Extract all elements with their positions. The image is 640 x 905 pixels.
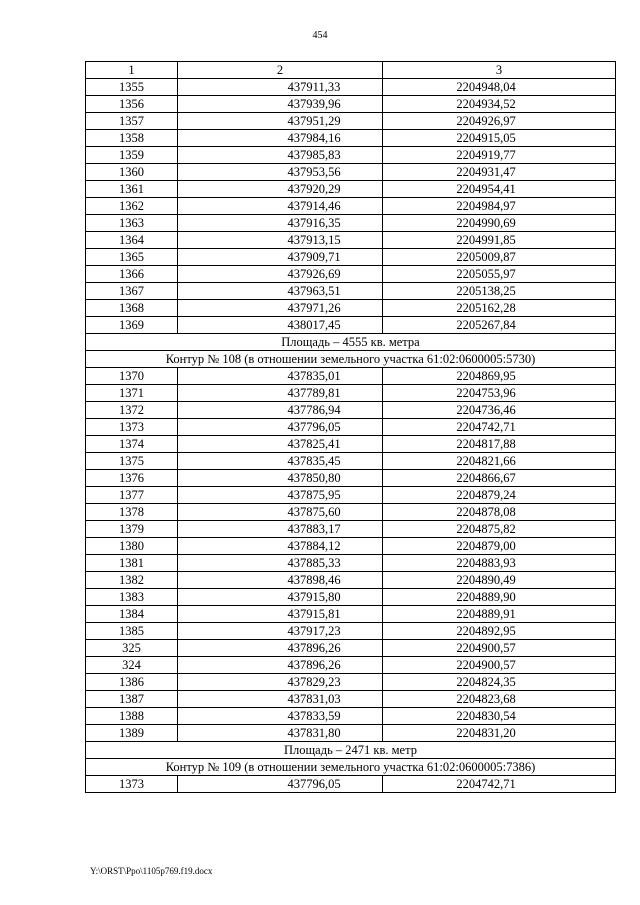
x-coordinate-cell: 437829,23	[178, 674, 383, 691]
point-number-cell: 1372	[86, 402, 178, 419]
file-path-footer: Y:\ORST\Ppo\1105p769.f19.docx	[90, 866, 213, 876]
point-number-cell: 1367	[86, 283, 178, 300]
x-coordinate-cell: 437896,26	[178, 657, 383, 674]
point-number-cell: 1381	[86, 555, 178, 572]
point-number-cell: 1371	[86, 385, 178, 402]
header-cell-y: 3	[383, 62, 616, 79]
point-number-cell: 324	[86, 657, 178, 674]
x-coordinate-cell: 437835,01	[178, 368, 383, 385]
point-number-cell: 1356	[86, 96, 178, 113]
y-coordinate-cell: 2204869,95	[383, 368, 616, 385]
table-row	[86, 555, 616, 572]
y-coordinate-cell: 2204742,71	[383, 419, 616, 436]
point-number-cell: 1376	[86, 470, 178, 487]
table-row	[86, 589, 616, 606]
y-coordinate-cell: 2204931,47	[383, 164, 616, 181]
contour-heading-row	[86, 759, 616, 776]
y-coordinate-cell: 2204824,35	[383, 674, 616, 691]
point-number-cell: 1365	[86, 249, 178, 266]
contour-heading-row-cell: Контур № 109 (в отношении земельного участка 61:02:0600005:7386)	[86, 759, 616, 776]
table-row	[86, 368, 616, 385]
point-number-cell: 1385	[86, 623, 178, 640]
table-row	[86, 606, 616, 623]
area-row	[86, 742, 616, 759]
y-coordinate-cell: 2204830,54	[383, 708, 616, 725]
point-number-cell: 1373	[86, 419, 178, 436]
x-coordinate-cell: 437926,69	[178, 266, 383, 283]
y-coordinate-cell: 2204934,52	[383, 96, 616, 113]
y-coordinate-cell: 2204742,71	[383, 776, 616, 793]
table-row	[86, 504, 616, 521]
x-coordinate-cell: 438017,45	[178, 317, 383, 334]
table-row	[86, 266, 616, 283]
table-row	[86, 487, 616, 504]
point-number-cell: 1378	[86, 504, 178, 521]
table-row	[86, 249, 616, 266]
y-coordinate-cell: 2205267,84	[383, 317, 616, 334]
y-coordinate-cell: 2204892,95	[383, 623, 616, 640]
point-number-cell: 1364	[86, 232, 178, 249]
page-number: 454	[312, 30, 328, 41]
y-coordinate-cell: 2204954,41	[383, 181, 616, 198]
y-coordinate-cell: 2205009,87	[383, 249, 616, 266]
y-coordinate-cell: 2205055,97	[383, 266, 616, 283]
point-number-cell: 1379	[86, 521, 178, 538]
table-row	[86, 113, 616, 130]
y-coordinate-cell: 2204875,82	[383, 521, 616, 538]
table-row	[86, 572, 616, 589]
table-row	[86, 725, 616, 742]
point-number-cell: 1380	[86, 538, 178, 555]
point-number-cell: 1389	[86, 725, 178, 742]
table-row	[86, 708, 616, 725]
x-coordinate-cell: 437963,51	[178, 283, 383, 300]
point-number-cell: 325	[86, 640, 178, 657]
y-coordinate-cell: 2204821,66	[383, 453, 616, 470]
x-coordinate-cell: 437915,80	[178, 589, 383, 606]
y-coordinate-cell: 2204991,85	[383, 232, 616, 249]
area-row	[86, 334, 616, 351]
table-row	[86, 232, 616, 249]
y-coordinate-cell: 2204926,97	[383, 113, 616, 130]
x-coordinate-cell: 437939,96	[178, 96, 383, 113]
table-row	[86, 317, 616, 334]
y-coordinate-cell: 2204736,46	[383, 402, 616, 419]
point-number-cell: 1382	[86, 572, 178, 589]
y-coordinate-cell: 2204831,20	[383, 725, 616, 742]
table-row	[86, 674, 616, 691]
x-coordinate-cell: 437796,05	[178, 419, 383, 436]
table-row	[86, 181, 616, 198]
table-row	[86, 419, 616, 436]
x-coordinate-cell: 437789,81	[178, 385, 383, 402]
y-coordinate-cell: 2204878,08	[383, 504, 616, 521]
table-row	[86, 623, 616, 640]
y-coordinate-cell: 2204879,24	[383, 487, 616, 504]
x-coordinate-cell: 437884,12	[178, 538, 383, 555]
header-cell-point: 1	[86, 62, 178, 79]
x-coordinate-cell: 437916,35	[178, 215, 383, 232]
x-coordinate-cell: 437850,80	[178, 470, 383, 487]
point-number-cell: 1366	[86, 266, 178, 283]
y-coordinate-cell: 2204900,57	[383, 640, 616, 657]
y-coordinate-cell: 2204753,96	[383, 385, 616, 402]
point-number-cell: 1388	[86, 708, 178, 725]
x-coordinate-cell: 437835,45	[178, 453, 383, 470]
x-coordinate-cell: 437825,41	[178, 436, 383, 453]
y-coordinate-cell: 2205162,28	[383, 300, 616, 317]
x-coordinate-cell: 437920,29	[178, 181, 383, 198]
header-row	[86, 62, 616, 79]
table-row	[86, 96, 616, 113]
point-number-cell: 1369	[86, 317, 178, 334]
y-coordinate-cell: 2205138,25	[383, 283, 616, 300]
x-coordinate-cell: 437786,94	[178, 402, 383, 419]
point-number-cell: 1360	[86, 164, 178, 181]
table-row	[86, 300, 616, 317]
x-coordinate-cell: 437911,33	[178, 79, 383, 96]
table-row	[86, 198, 616, 215]
table-row	[86, 402, 616, 419]
point-number-cell: 1361	[86, 181, 178, 198]
point-number-cell: 1363	[86, 215, 178, 232]
x-coordinate-cell: 437898,46	[178, 572, 383, 589]
point-number-cell: 1375	[86, 453, 178, 470]
x-coordinate-cell: 437885,33	[178, 555, 383, 572]
point-number-cell: 1359	[86, 147, 178, 164]
table-row	[86, 776, 616, 793]
x-coordinate-cell: 437953,56	[178, 164, 383, 181]
point-number-cell: 1384	[86, 606, 178, 623]
point-number-cell: 1386	[86, 674, 178, 691]
point-number-cell: 1377	[86, 487, 178, 504]
x-coordinate-cell: 437833,59	[178, 708, 383, 725]
point-number-cell: 1387	[86, 691, 178, 708]
x-coordinate-cell: 437875,60	[178, 504, 383, 521]
table-row	[86, 130, 616, 147]
y-coordinate-cell: 2204919,77	[383, 147, 616, 164]
point-number-cell: 1362	[86, 198, 178, 215]
y-coordinate-cell: 2204889,90	[383, 589, 616, 606]
y-coordinate-cell: 2204883,93	[383, 555, 616, 572]
y-coordinate-cell: 2204879,00	[383, 538, 616, 555]
point-number-cell: 1373	[86, 776, 178, 793]
coordinates-table	[85, 61, 616, 793]
x-coordinate-cell: 437917,23	[178, 623, 383, 640]
table-row	[86, 79, 616, 96]
y-coordinate-cell: 2204915,05	[383, 130, 616, 147]
area-row-cell: Площадь – 2471 кв. метр	[86, 742, 616, 759]
point-number-cell: 1355	[86, 79, 178, 96]
y-coordinate-cell: 2204984,97	[383, 198, 616, 215]
coordinates-table-body	[86, 62, 616, 793]
table-row	[86, 640, 616, 657]
table-row	[86, 164, 616, 181]
x-coordinate-cell: 437831,03	[178, 691, 383, 708]
y-coordinate-cell: 2204889,91	[383, 606, 616, 623]
table-row	[86, 691, 616, 708]
x-coordinate-cell: 437984,16	[178, 130, 383, 147]
y-coordinate-cell: 2204817,88	[383, 436, 616, 453]
x-coordinate-cell: 437914,46	[178, 198, 383, 215]
table-row	[86, 283, 616, 300]
x-coordinate-cell: 437909,71	[178, 249, 383, 266]
x-coordinate-cell: 437985,83	[178, 147, 383, 164]
header-cell-x: 2	[178, 62, 383, 79]
x-coordinate-cell: 437951,29	[178, 113, 383, 130]
x-coordinate-cell: 437875,95	[178, 487, 383, 504]
table-row	[86, 453, 616, 470]
y-coordinate-cell: 2204990,69	[383, 215, 616, 232]
x-coordinate-cell: 437831,80	[178, 725, 383, 742]
table-row	[86, 147, 616, 164]
x-coordinate-cell: 437915,81	[178, 606, 383, 623]
y-coordinate-cell: 2204823,68	[383, 691, 616, 708]
table-row	[86, 657, 616, 674]
area-row-cell: Площадь – 4555 кв. метра	[86, 334, 616, 351]
table-row	[86, 215, 616, 232]
x-coordinate-cell: 437796,05	[178, 776, 383, 793]
y-coordinate-cell: 2204948,04	[383, 79, 616, 96]
y-coordinate-cell: 2204866,67	[383, 470, 616, 487]
x-coordinate-cell: 437883,17	[178, 521, 383, 538]
point-number-cell: 1374	[86, 436, 178, 453]
y-coordinate-cell: 2204890,49	[383, 572, 616, 589]
x-coordinate-cell: 437913,15	[178, 232, 383, 249]
point-number-cell: 1358	[86, 130, 178, 147]
table-row	[86, 470, 616, 487]
contour-heading-row	[86, 351, 616, 368]
point-number-cell: 1383	[86, 589, 178, 606]
point-number-cell: 1370	[86, 368, 178, 385]
table-row	[86, 436, 616, 453]
table-row	[86, 385, 616, 402]
y-coordinate-cell: 2204900,57	[383, 657, 616, 674]
point-number-cell: 1368	[86, 300, 178, 317]
table-row	[86, 538, 616, 555]
x-coordinate-cell: 437971,26	[178, 300, 383, 317]
table-row	[86, 521, 616, 538]
contour-heading-row-cell: Контур № 108 (в отношении земельного участка 61:02:0600005:5730)	[86, 351, 616, 368]
x-coordinate-cell: 437896,26	[178, 640, 383, 657]
point-number-cell: 1357	[86, 113, 178, 130]
